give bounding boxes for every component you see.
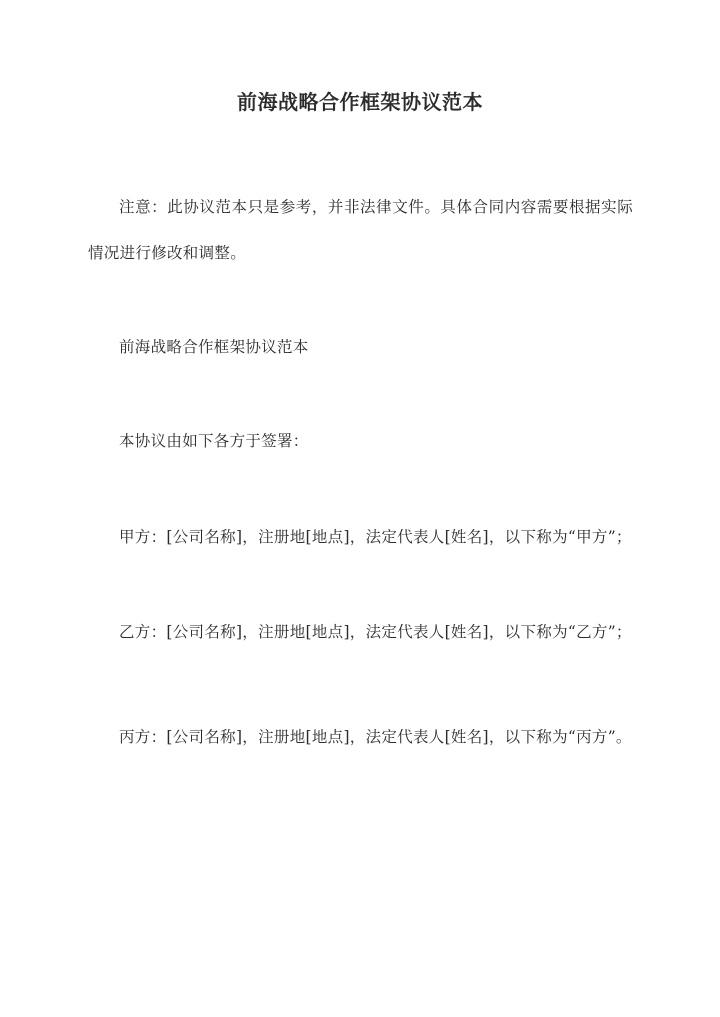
- disclaimer-paragraph: 注意：此协议范本只是参考，并非法律文件。具体合同内容需要根据实际情况进行修改和调整。: [88, 198, 633, 262]
- party-c-paragraph: 丙方：[公司名称]，注册地[地点]，法定代表人[姓名]，以下称为“丙方”。: [119, 728, 632, 746]
- page-title: 前海战略合作框架协议范本: [237, 90, 483, 114]
- party-b-paragraph: 乙方：[公司名称]，注册地[地点]，法定代表人[姓名]，以下称为“乙方”；: [119, 623, 632, 641]
- signing-intro-paragraph: 本协议由如下各方于签署：: [119, 432, 309, 450]
- party-a-paragraph: 甲方：[公司名称]，注册地[地点]，法定代表人[姓名]，以下称为“甲方”；: [119, 528, 632, 546]
- agreement-name-paragraph: 前海战略合作框架协议范本: [119, 338, 309, 356]
